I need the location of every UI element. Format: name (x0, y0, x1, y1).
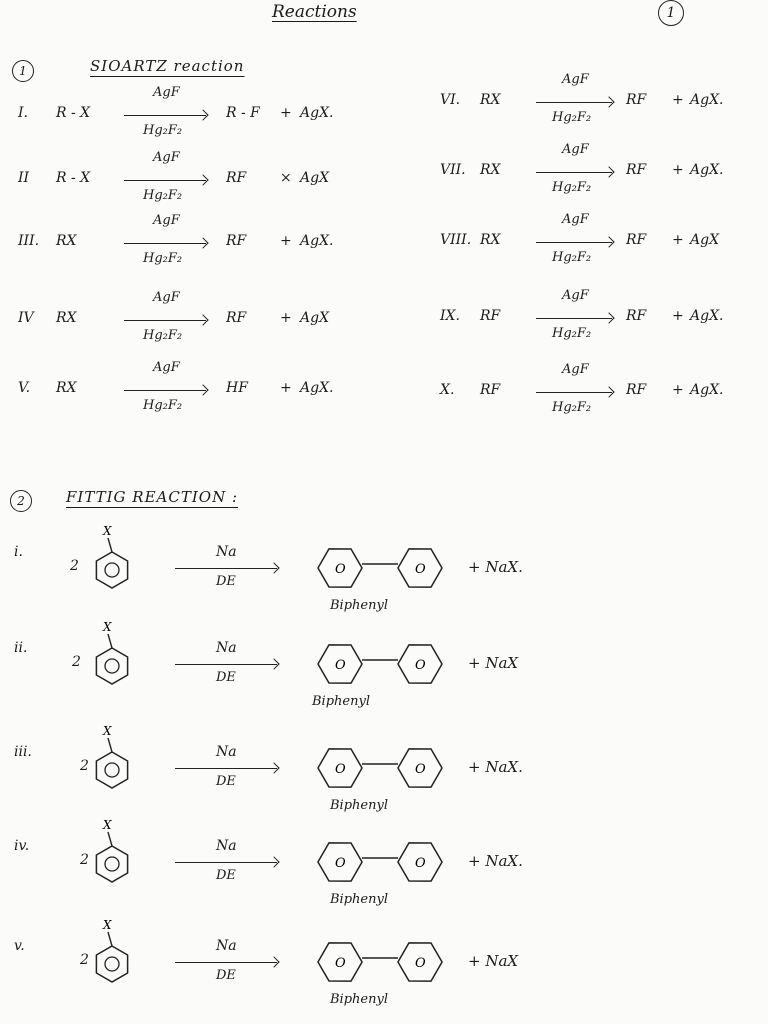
product: RF (626, 308, 647, 324)
reagent-top: AgF (153, 213, 180, 228)
reaction-arrow (175, 768, 277, 769)
coefficient: 2 (80, 758, 89, 774)
fittig-structures (0, 718, 768, 798)
reaction-number: VI. (440, 92, 461, 108)
plus-sign: + (672, 162, 684, 178)
product: RF (626, 92, 647, 108)
byproduct: AgX (300, 310, 330, 326)
fittig-structures (0, 912, 768, 992)
coefficient: 2 (72, 654, 81, 670)
plus-sign: + (280, 105, 292, 121)
coefficient: 2 (70, 558, 79, 574)
reagent-bottom: DE (216, 774, 236, 789)
reagent-bottom: Hg₂F₂ (143, 398, 183, 413)
reagent-bottom: DE (216, 868, 236, 883)
ring-label-left: O (335, 956, 346, 971)
reagent-bottom: Hg₂F₂ (143, 251, 183, 266)
ring-label-right: O (415, 658, 426, 673)
reaction-number: IX. (440, 308, 460, 324)
product: RF (626, 382, 647, 398)
plus-sign: + (672, 382, 684, 398)
ring-label-right: O (415, 956, 426, 971)
byproduct: AgX (690, 232, 720, 248)
reaction-arrow (124, 115, 206, 116)
reagent-bottom: Hg₂F₂ (143, 328, 183, 343)
product: HF (226, 380, 248, 396)
reaction-arrow (124, 180, 206, 181)
reaction-arrow (536, 172, 612, 173)
section-2-heading: FITTIG REACTION : (66, 488, 239, 506)
plus-sign: + (672, 308, 684, 324)
reaction-arrow (175, 862, 277, 863)
product: RF (626, 162, 647, 178)
reagent-bottom: DE (216, 968, 236, 983)
ring-label-left: O (335, 856, 346, 871)
byproduct: + NaX. (468, 558, 523, 576)
coefficient: 2 (80, 952, 89, 968)
reactant: RF (480, 382, 501, 398)
benzene-ring (96, 846, 127, 882)
reaction-number: iv. (14, 838, 30, 854)
product: RF (226, 310, 247, 326)
byproduct: AgX. (690, 382, 724, 398)
product-caption: Biphenyl (330, 598, 388, 613)
fittig-structures (0, 614, 768, 694)
byproduct: AgX. (300, 380, 334, 396)
reactant: R - X (56, 105, 91, 121)
byproduct: AgX. (690, 162, 724, 178)
reaction-arrow (536, 242, 612, 243)
reaction-number: VII. (440, 162, 466, 178)
reagent-bottom: Hg₂F₂ (552, 326, 592, 341)
benzene-ring (96, 648, 127, 684)
reagent-top: AgF (562, 142, 589, 157)
reaction-number: iii. (14, 744, 32, 760)
reaction-number: i. (14, 544, 23, 560)
ring-label-right: O (415, 562, 426, 577)
substituent-bond (108, 738, 112, 752)
reagent-top: AgF (153, 290, 180, 305)
byproduct: + NaX (468, 952, 519, 970)
product-caption: Biphenyl (312, 694, 370, 709)
reaction-number: v. (14, 938, 25, 954)
ring-label-right: O (415, 856, 426, 871)
product: RF (226, 170, 247, 186)
ring-label-left: O (335, 562, 346, 577)
plus-sign: + (280, 233, 292, 249)
reaction-arrow (536, 102, 612, 103)
byproduct: AgX. (690, 92, 724, 108)
reaction-arrow (175, 568, 277, 569)
reaction-number: V. (18, 380, 31, 396)
byproduct: + NaX (468, 654, 519, 672)
ring-label-left: O (335, 658, 346, 673)
plus-sign: × (280, 170, 292, 186)
byproduct: + NaX. (468, 852, 523, 870)
reaction-number: I. (18, 105, 28, 121)
reaction-arrow (175, 962, 277, 963)
fittig-structures (0, 812, 768, 892)
benzene-inner-circle (105, 857, 119, 871)
benzene-inner-circle (105, 659, 119, 673)
reaction-number: VIII. (440, 232, 472, 248)
byproduct: AgX. (690, 308, 724, 324)
reaction-arrow (175, 664, 277, 665)
substituent-bond (108, 634, 112, 648)
reactant: RF (480, 308, 501, 324)
reagent-bottom: Hg₂F₂ (143, 188, 183, 203)
page-number: 1 (658, 0, 684, 26)
reaction-arrow (124, 320, 206, 321)
reaction-number: II (18, 170, 30, 186)
reagent-top: AgF (562, 72, 589, 87)
plus-sign: + (280, 380, 292, 396)
reagent-top: Na (216, 640, 237, 656)
reaction-number: III. (18, 233, 40, 249)
reaction-arrow (124, 243, 206, 244)
reagent-top: AgF (562, 212, 589, 227)
product: RF (226, 233, 247, 249)
substituent-bond (108, 832, 112, 846)
substituent-label: X (103, 620, 112, 634)
reactant: RX (56, 310, 77, 326)
substituent-label: X (103, 724, 112, 738)
reaction-number: X. (440, 382, 455, 398)
plus-sign: + (672, 92, 684, 108)
byproduct: AgX. (300, 233, 334, 249)
substituent-bond (108, 932, 112, 946)
reactant: RX (56, 233, 77, 249)
section-1-heading: SIOARTZ reaction (90, 57, 245, 75)
reagent-bottom: Hg₂F₂ (552, 400, 592, 415)
reaction-number: ii. (14, 640, 28, 656)
reagent-bottom: Hg₂F₂ (552, 250, 592, 265)
plus-sign: + (280, 310, 292, 326)
reactant: RX (480, 162, 501, 178)
reagent-bottom: Hg₂F₂ (552, 110, 592, 125)
fittig-structures (0, 518, 768, 598)
substituent-label: X (103, 524, 112, 538)
section-1-number: 1 (12, 60, 34, 82)
coefficient: 2 (80, 852, 89, 868)
plus-sign: + (672, 232, 684, 248)
substituent-bond (108, 538, 112, 552)
reaction-arrow (124, 390, 206, 391)
reagent-bottom: DE (216, 670, 236, 685)
reaction-arrow (536, 318, 612, 319)
benzene-ring (96, 552, 127, 588)
benzene-inner-circle (105, 763, 119, 777)
reagent-top: Na (216, 544, 237, 560)
reaction-number: IV (18, 310, 34, 326)
reagent-top: Na (216, 938, 237, 954)
reagent-bottom: Hg₂F₂ (552, 180, 592, 195)
benzene-ring (96, 946, 127, 982)
benzene-inner-circle (105, 563, 119, 577)
byproduct: + NaX. (468, 758, 523, 776)
product-caption: Biphenyl (330, 992, 388, 1007)
benzene-ring (96, 752, 127, 788)
reagent-bottom: DE (216, 574, 236, 589)
ring-label-right: O (415, 762, 426, 777)
reactant: RX (56, 380, 77, 396)
reactant: RX (480, 92, 501, 108)
byproduct: AgX. (300, 105, 334, 121)
reagent-top: Na (216, 744, 237, 760)
page-title: Reactions (272, 2, 357, 22)
reagent-top: AgF (562, 362, 589, 377)
reagent-top: Na (216, 838, 237, 854)
reactant: R - X (56, 170, 91, 186)
product-caption: Biphenyl (330, 892, 388, 907)
product: R - F (226, 105, 260, 121)
section-2-number: 2 (10, 490, 32, 512)
product-caption: Biphenyl (330, 798, 388, 813)
reagent-bottom: Hg₂F₂ (143, 123, 183, 138)
reagent-top: AgF (562, 288, 589, 303)
reactant: RX (480, 232, 501, 248)
substituent-label: X (103, 818, 112, 832)
ring-label-left: O (335, 762, 346, 777)
byproduct: AgX (300, 170, 330, 186)
reaction-arrow (536, 392, 612, 393)
substituent-label: X (103, 918, 112, 932)
reagent-top: AgF (153, 150, 180, 165)
benzene-inner-circle (105, 957, 119, 971)
reagent-top: AgF (153, 85, 180, 100)
product: RF (626, 232, 647, 248)
reagent-top: AgF (153, 360, 180, 375)
